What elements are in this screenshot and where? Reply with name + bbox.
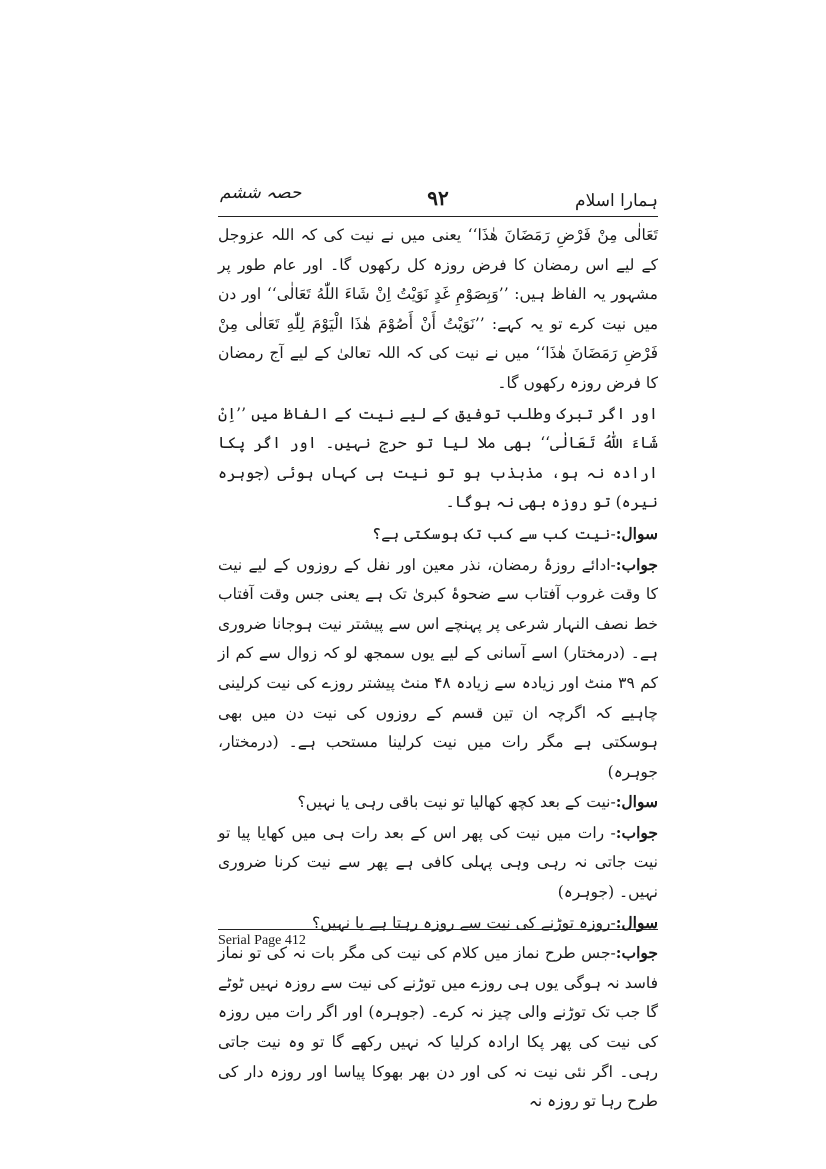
answer-label: جواب: — [615, 943, 658, 963]
book-title: ہمارا اسلام — [575, 191, 658, 211]
book-page — [218, 176, 658, 1111]
serial-page-footer: Serial Page 412 — [218, 933, 306, 948]
part-label: حصہ ششم — [220, 183, 302, 203]
answer-label: جواب: — [615, 554, 658, 574]
answer-eating-after-niyyat: جواب:- رات میں نیت کی پھر اس کے بعد رات ہی میں کھایا پیا تو نیت جاتی نہ رہی وہی پہلی کافی ہے پھر سے نیت کرنا ضروری نہیں۔ (جوہرہ) — [218, 822, 658, 902]
answer-label: جواب: — [615, 822, 658, 842]
question-label: سوال: — [615, 523, 658, 543]
answer-breaking-intention: جواب:-جس طرح نماز میں کلام کی نیت کی مگر بات نہ کی تو نماز فاسد نہ ہوگی یوں ہی روزے میں توڑنے کی نیت سے روزہ نہیں ٹوٹے گا جب تک توڑنے والی چیز نہ کرے۔ (جوہرہ) اور اگر رات میں روزہ کی نیت کی پھر پکا ارادہ کرلیا کہ نہیں رکھے گا تو وہ نیت جاتی رہی۔ اگر نئی نیت نہ کی اور دن بھر بھوکا پیاسا اور روزہ دار کی طرح رہا تو روزہ نہ — [218, 943, 658, 1111]
question-label: سوال: — [615, 912, 658, 932]
answer-niyyat-time: جواب:-ادائے روزۂ رمضان، نذر معین اور نفل کے روزوں کے لیے نیت کا وقت غروب آفتاب سے ضحوۂ کبریٰ تک ہے یعنی جس وقت آفتاب خط نصف النہار شرعی پر پہنچے اس سے پیشتر نیت ہوجانا ضروری ہے۔ (درمختار) اسے آسانی کے لیے یوں سمجھ لو کہ زوال سے کم از کم ۳۹ منٹ اور زیادہ سے زیادہ ۴۸ منٹ پیشتر روزے کی نیت کرلینی چاہیے کہ اگرچہ ان تین قسم کے روزوں کی نیت دن میں بھی ہوسکتی ہے مگر رات میں نیت کرلینا مستحب ہے۔ (درمختار، جوہرہ) — [218, 554, 658, 781]
question-label: سوال: — [615, 792, 658, 812]
question-eating-after-niyyat: سوال:-نیت کے بعد کچھ کھالیا تو نیت باقی رہی یا نہیں؟ — [297, 792, 658, 812]
question-breaking-intention: سوال:-روزہ توڑنے کی نیت سے روزہ رہتا ہے یا نہیں؟ — [312, 912, 658, 932]
question-niyyat-time: سوال:-نیت کب سے کب تک ہوسکتی ہے؟ — [372, 523, 658, 543]
paragraph-tabarruk: اور اگر تبرک وطلب توفیق کے لیے نیت کے الفاظ میں ’’اِنْ شَاءَ اللّٰهُ تَعَالٰى‘‘ بھی ملا لیا تو حرج نہیں۔ اور اگر پکا ارادہ نہ ہو، مذبذب ہو تو نیت ہی کہاں ہوئی (جوہرہ نیرہ) تو روزہ بھی نہ ہوگا۔ — [218, 404, 658, 512]
paragraph-intention-text: تَعَالٰى مِنْ فَرْضِ رَمَضَانَ هٰذَا‘‘ یعنی میں نے نیت کی کہ اللہ عزوجل کے لیے اس رمضان کا فرض روزہ کل رکھوں گا۔ اور عام طور پر مشہور یہ الفاظ ہیں: ’’وَبِصَوْمِ غَدٍ نَوَيْتُ اِنْ شَاءَ اللّٰهُ تَعَالٰى‘‘ اور دن میں نیت کرے تو یہ کہے: ’’نَوَيْتُ أَنْ أَصُوْمَ هٰذَا الْيَوْمَ لِلّٰهِ تَعَالٰى مِنْ فَرْضِ رَمَضَانَ هٰذَا‘‘ میں نے نیت کی کہ اللہ تعالیٰ کے لیے آج رمضان کا فرض روزہ رکھوں گا۔ — [218, 226, 658, 392]
page-header — [218, 176, 658, 216]
page-number: ۹۲ — [427, 186, 449, 210]
